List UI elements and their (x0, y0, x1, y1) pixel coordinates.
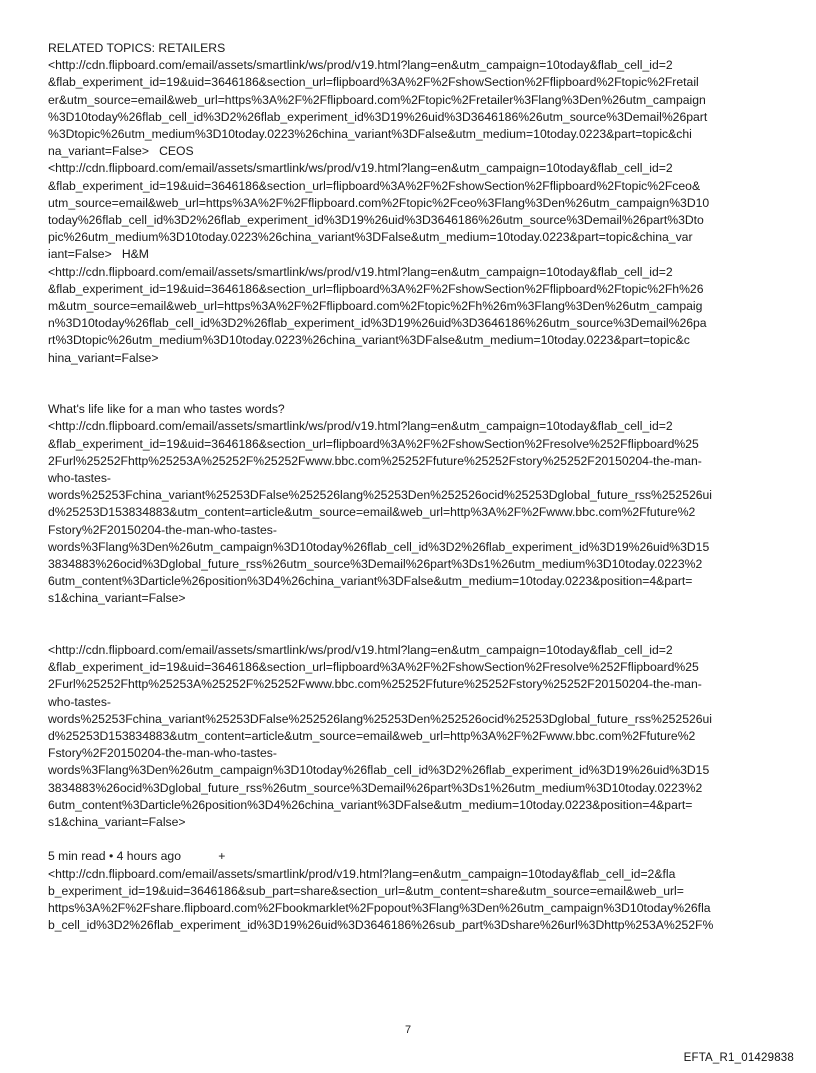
text-line: n%3D10today%26flab_cell_id%3D2%26flab_experiment_id%3D19%26uid%3D3646186%26utm_source%3Demail%26pa (48, 316, 707, 331)
text-line: &flab_experiment_id=19&uid=3646186&section_url=flipboard%3A%2F%2FshowSection%2Fflipboard%2Ftopic%2Fretail (48, 75, 699, 90)
document-body (48, 40, 772, 934)
text-line: What's life like for a man who tastes words? (48, 402, 285, 417)
text-line: d%25253D153834883&utm_content=article&utm_source=email&web_url=http%3A%2F%2Fwww.bbc.com%2Ffuture%2 (48, 505, 696, 520)
text-line: b_cell_id%3D2%26flab_experiment_id%3D19%26uid%3D3646186%26sub_part%3Dshare%26url%3Dhttp%253A%252F% (48, 918, 714, 933)
text-line: https%3A%2F%2Fshare.flipboard.com%2Fbookmarklet%2Fpopout%3Flang%3Den%26utm_campaign%3D10today%26fla (48, 901, 711, 916)
text-line: 6utm_content%3Darticle%26position%3D4%26china_variant%3DFalse&utm_medium=10today.0223&position=4&part= (48, 574, 693, 589)
text-line: &flab_experiment_id=19&uid=3646186&section_url=flipboard%3A%2F%2FshowSection%2Fresolve%252Fflipboard%25 (48, 660, 699, 675)
text-line: Fstory%2F20150204-the-man-who-tastes- (48, 746, 277, 761)
text-line: &flab_experiment_id=19&uid=3646186&section_url=flipboard%3A%2F%2FshowSection%2Fflipboard%2Ftopic%2Fh%26 (48, 281, 704, 296)
text-line: 2Furl%25252Fhttp%25253A%25252F%25252Fwww.bbc.com%25252Ffuture%25252Fstory%25252F20150204-the-man- (48, 677, 702, 692)
text-line: 2Furl%25252Fhttp%25253A%25252F%25252Fwww.bbc.com%25252Ffuture%25252Fstory%25252F20150204-the-man- (48, 453, 702, 468)
page-number: 7 (404, 1024, 412, 1036)
text-line: rt%3Dtopic%26utm_medium%3D10today.0223%26china_variant%3DFalse&utm_medium=10today.0223&part=topic&c (48, 333, 690, 348)
link-text-line: <http://cdn.flipboard.com/email/assets/smartlink/ws/prod/v19.html?lang=en&utm_campaign=10today&flab_cell_id=2 (48, 643, 673, 658)
text-line: words%25253Fchina_variant%25253DFalse%252526lang%25253Den%252526ocid%25253Dglobal_future_rss%252526ui (48, 711, 713, 726)
text-line: 6utm_content%3Darticle%26position%3D4%26china_variant%3DFalse&utm_medium=10today.0223&position=4&part= (48, 797, 693, 812)
blank-line (48, 367, 772, 384)
text-line: s1&china_variant=False> (48, 591, 186, 606)
blank-line (48, 608, 772, 625)
text-line: Fstory%2F20150204-the-man-who-tastes- (48, 522, 277, 537)
blank-line (48, 625, 772, 642)
text-line: b_experiment_id=19&uid=3646186&sub_part=share&section_url=&utm_content=share&utm_source=email&web_url= (48, 883, 684, 898)
text-line: today%26flab_cell_id%3D2%26flab_experiment_id%3D19%26uid%3D3646186%26utm_source%3Demail%26part%3Dto (48, 213, 704, 228)
text-line: iant=False> H&M (48, 247, 149, 262)
text-line: who-tastes- (48, 694, 111, 709)
text-line: d%25253D153834883&utm_content=article&utm_source=email&web_url=http%3A%2F%2Fwww.bbc.com%2Ffuture%2 (48, 729, 696, 744)
blank-line (48, 384, 772, 401)
text-line: er&utm_source=email&web_url=https%3A%2F%2Fflipboard.com%2Ftopic%2Fretailer%3Flang%3Den%26utm_campaign (48, 92, 706, 107)
text-line: 3834883%26ocid%3Dglobal_future_rss%26utm_source%3Demail%26part%3Ds1%26utm_medium%3D10today.0223%2 (48, 557, 703, 572)
text-line: hina_variant=False> (48, 350, 159, 365)
link-text-line: <http://cdn.flipboard.com/email/assets/smartlink/ws/prod/v19.html?lang=en&utm_campaign=10today&flab_cell_id=2 (48, 58, 673, 73)
text-line: words%3Flang%3Den%26utm_campaign%3D10today%26flab_cell_id%3D2%26flab_experiment_id%3D19%26uid%3D15 (48, 763, 710, 778)
text-line: 5 min read • 4 hours ago + (48, 849, 226, 864)
link-text-line: <http://cdn.flipboard.com/email/assets/smartlink/ws/prod/v19.html?lang=en&utm_campaign=10today&flab_cell_id=2 (48, 161, 673, 176)
link-text-line: <http://cdn.flipboard.com/email/assets/smartlink/ws/prod/v19.html?lang=en&utm_campaign=10today&flab_cell_id=2 (48, 264, 673, 279)
text-line: %3Dtopic%26utm_medium%3D10today.0223%26china_variant%3DFalse&utm_medium=10today.0223&part=topic&chi (48, 127, 692, 142)
text-line: who-tastes- (48, 471, 111, 486)
link-text-line: <http://cdn.flipboard.com/email/assets/smartlink/ws/prod/v19.html?lang=en&utm_campaign=10today&flab_cell_id=2 (48, 419, 673, 434)
text-line: &flab_experiment_id=19&uid=3646186&section_url=flipboard%3A%2F%2FshowSection%2Fresolve%252Fflipboard%25 (48, 436, 699, 451)
text-line: s1&china_variant=False> (48, 815, 186, 830)
text-line: words%25253Fchina_variant%25253DFalse%252526lang%25253Den%252526ocid%25253Dglobal_future_rss%252526ui (48, 488, 713, 503)
text-line: m&utm_source=email&web_url=https%3A%2F%2Fflipboard.com%2Ftopic%2Fh%26m%3Flang%3Den%26utm_campaig (48, 299, 703, 314)
text-line: RELATED TOPICS: RETAILERS (48, 41, 226, 55)
link-text-line: <http://cdn.flipboard.com/email/assets/smartlink/prod/v19.html?lang=en&utm_campaign=10today&flab_cell_id=2&fla (48, 866, 676, 881)
text-line: &flab_experiment_id=19&uid=3646186&section_url=flipboard%3A%2F%2FshowSection%2Fflipboard%2Ftopic%2Fceo& (48, 178, 701, 193)
blank-line (48, 831, 772, 848)
text-line: words%3Flang%3Den%26utm_campaign%3D10today%26flab_cell_id%3D2%26flab_experiment_id%3D19%26uid%3D15 (48, 539, 710, 554)
document-id: EFTA_R1_01429838 (683, 1052, 794, 1064)
text-line: pic%26utm_medium%3D10today.0223%26china_variant%3DFalse&utm_medium=10today.0223&part=topic&china_var (48, 230, 693, 245)
text-line: %3D10today%26flab_cell_id%3D2%26flab_experiment_id%3D19%26uid%3D3646186%26utm_source%3Demail%26part (48, 109, 708, 124)
text-line: 3834883%26ocid%3Dglobal_future_rss%26utm_source%3Demail%26part%3Ds1%26utm_medium%3D10today.0223%2 (48, 780, 703, 795)
text-line: utm_source=email&web_url=https%3A%2F%2Fflipboard.com%2Ftopic%2Fceo%3Flang%3Den%26utm_campaign%3D10 (48, 195, 710, 210)
text-line: na_variant=False> CEOS (48, 144, 194, 159)
